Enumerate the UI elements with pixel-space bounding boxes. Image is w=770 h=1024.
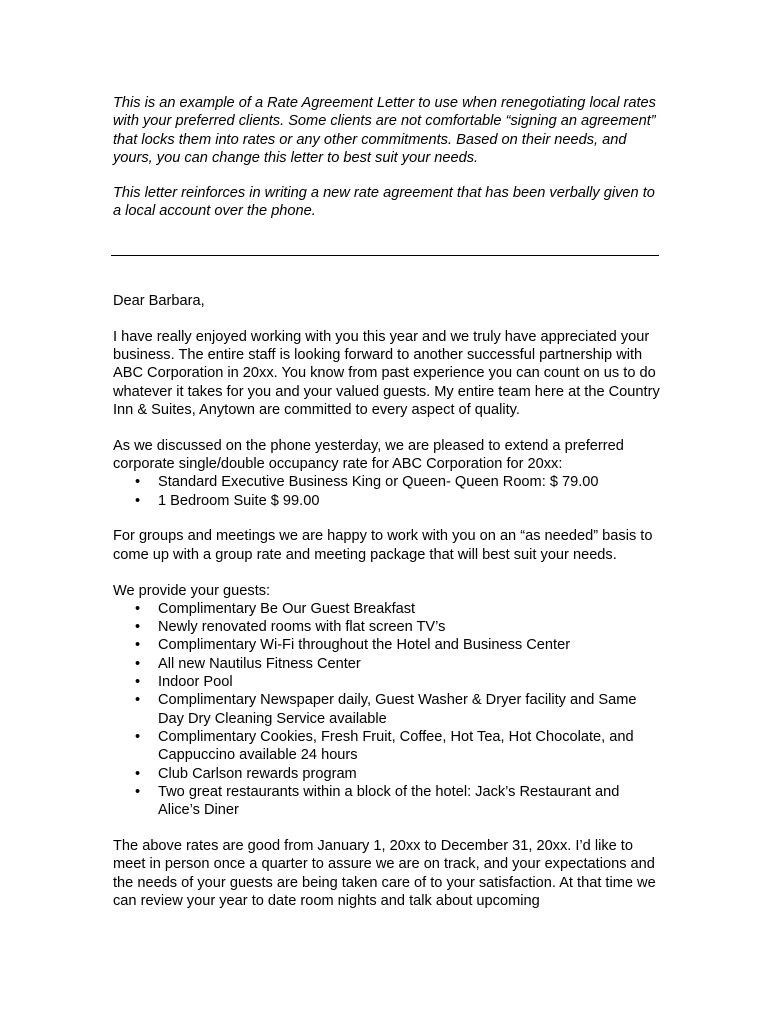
letter-body <box>113 292 663 928</box>
list-item <box>113 728 663 765</box>
bullet-icon: • <box>135 728 141 745</box>
rate-item-text: 1 Bedroom Suite $ 99.00 <box>158 492 320 509</box>
rates-list <box>113 473 663 510</box>
closing-paragraph: The above rates are good from January 1, 20xx to December 31, 20xx. I’d like to meet in person once a quarter to assure we are on track, and your expectations and the needs of your guests are being taken care of to your satisfaction. At that time we can review your year to date room nights and talk about upcoming <box>113 837 656 909</box>
list-item <box>113 783 663 820</box>
groups-paragraph: For groups and meetings we are happy to work with you on an “as needed” basis to come up with a group rate and meeting package that will best suit your needs. <box>113 528 653 563</box>
amenity-item-text: All new Nautilus Fitness Center <box>158 655 361 672</box>
bullet-icon: • <box>135 765 141 782</box>
amenity-item-text: Complimentary Be Our Guest Breakfast <box>158 600 416 617</box>
instructions-paragraph-1: This is an example of a Rate Agreement Letter to use when renegotiating local rates with your preferred clients. Some clients are not comfortable “signing an agreement” that locks them into rates or any other commitments. Based on their needs, and yours, you can change this letter to best suit your needs. <box>113 95 656 166</box>
bullet-icon: • <box>135 619 141 636</box>
opening-paragraph: I have really enjoyed working with you this year and we truly have appreciated your business. The entire staff is looking forward to another successful partnership with ABC Corporation in 20xx. You know from past experience you can count on us to do whatever it takes for you and your valued guests. My entire team here at the Country Inn & Suites, Anytown are committed to every aspect of quality. <box>113 328 660 418</box>
amenity-item-text: Complimentary Cookies, Fresh Fruit, Coffee, Hot Tea, Hot Chocolate, and Cappuccino available 24 hours <box>158 728 634 764</box>
amenity-item-text: Complimentary Wi-Fi throughout the Hotel and Business Center <box>158 637 571 654</box>
amenity-item-text: Newly renovated rooms with flat screen TV’s <box>158 619 446 636</box>
bullet-icon: • <box>135 655 141 672</box>
list-item <box>113 618 663 636</box>
list-item <box>113 655 663 673</box>
list-item <box>113 492 663 510</box>
list-item <box>113 600 663 618</box>
bullet-icon: • <box>135 637 141 654</box>
amenity-item-text: Complimentary Newspaper daily, Guest Washer & Dryer facility and Same Day Dry Cleaning Service available <box>158 692 637 727</box>
bullet-icon: • <box>135 783 141 800</box>
bullet-icon: • <box>135 600 141 617</box>
salutation: Dear Barbara, <box>113 293 205 309</box>
bullet-icon: • <box>135 692 141 709</box>
amenities-list <box>113 600 663 820</box>
amenities-intro: We provide your guests: <box>113 582 271 599</box>
list-item <box>113 636 663 654</box>
amenity-item-text: Indoor Pool <box>158 674 233 691</box>
separator-line <box>111 255 659 256</box>
instructions-paragraph-2: This letter reinforces in writing a new rate agreement that has been verbally given to a local account over the phone. <box>113 185 655 220</box>
amenity-item-text: Two great restaurants within a block of the hotel: Jack’s Restaurant and Alice’s Diner <box>158 783 620 819</box>
instructions-block <box>113 94 663 238</box>
bullet-icon: • <box>135 674 141 691</box>
rates-intro: As we discussed on the phone yesterday, we are pleased to extend a preferred corporate single/double occupancy rate for ABC Corporation for 20xx: <box>113 437 624 473</box>
list-item <box>113 765 663 783</box>
bullet-icon: • <box>135 474 141 491</box>
list-item <box>113 473 663 491</box>
amenity-item-text: Club Carlson rewards program <box>158 765 357 782</box>
rate-item-text: Standard Executive Business King or Queen- Queen Room: $ 79.00 <box>158 474 599 491</box>
list-item <box>113 673 663 691</box>
list-item <box>113 691 663 728</box>
bullet-icon: • <box>135 492 141 509</box>
